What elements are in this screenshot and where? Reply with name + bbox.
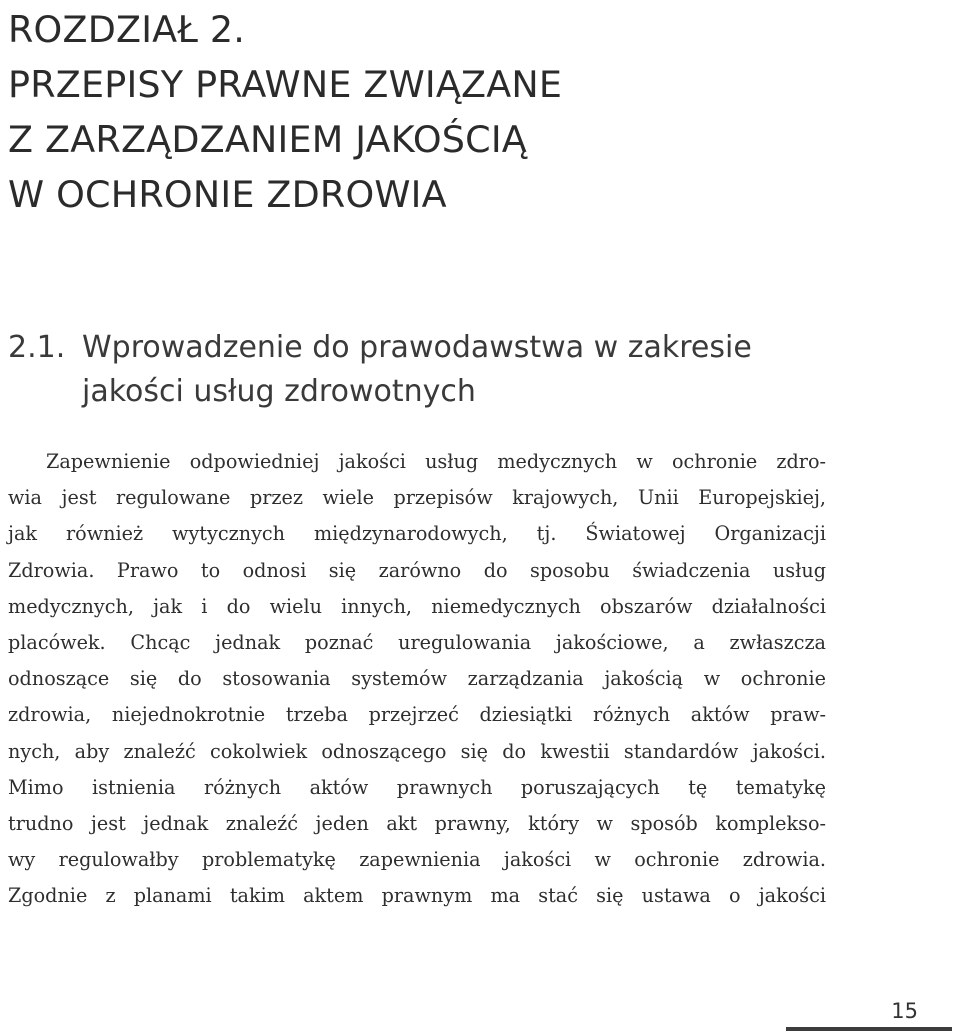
body-line: nych, aby znaleźć cokolwiek odnoszącego się do kwestii standardów jakości. <box>8 739 826 763</box>
body-line: odnoszące się do stosowania systemów zarządzania jakością w ochronie <box>8 667 826 691</box>
body-line: Zapewnienie odpowiedniej jakości usług medycznych w ochronie zdro- <box>46 450 826 473</box>
page-number <box>786 998 952 1024</box>
chapter-title-line-1: ROZDZIAŁ 2. <box>8 8 246 51</box>
section-title-line-1: Wprowadzenie do prawodawstwa w zakresie <box>82 330 752 365</box>
page-number-value: 15 <box>891 999 918 1023</box>
body-line: zdrowia, niejednokrotnie trzeba przejrzeć dziesiątki różnych aktów praw- <box>8 703 826 727</box>
body-line: wia jest regulowane przez wiele przepisów krajowych, Unii Europejskiej, <box>8 486 826 510</box>
body-line: jak również wytycznych międzynarodowych, tj. Światowej Organizacji <box>8 522 826 546</box>
page-number-rule <box>786 1027 952 1031</box>
chapter-title-line-3: Z ZARZĄDZANIEM JAKOŚCIĄ <box>8 118 527 161</box>
body-line: Zgodnie z planami takim aktem prawnym ma stać się ustawa o jakości <box>8 884 826 908</box>
body-paragraph <box>8 444 826 915</box>
body-line: medycznych, jak i do wielu innych, niemedycznych obszarów działalności <box>8 594 826 618</box>
chapter-title-line-4: W OCHRONIE ZDROWIA <box>8 173 447 216</box>
body-line: wy regulowałby problematykę zapewnienia jakości w ochronie zdrowia. <box>8 848 826 872</box>
body-line: Mimo istnienia różnych aktów prawnych poruszających tę tematykę <box>8 775 826 799</box>
chapter-title-line-2: PRZEPISY PRAWNE ZWIĄZANE <box>8 63 563 106</box>
section-title-line-2: jakości usług zdrowotnych <box>82 374 476 409</box>
body-line: Zdrowia. Prawo to odnosi się zarówno do sposobu świadczenia usług <box>8 558 826 582</box>
body-line: trudno jest jednak znaleźć jeden akt prawny, który w sposób komplekso- <box>8 812 826 836</box>
body-line: placówek. Chcąc jednak poznać uregulowania jakościowe, a zwłaszcza <box>8 631 826 655</box>
section-number: 2.1. <box>8 330 66 365</box>
chapter-title <box>8 2 562 222</box>
section-heading <box>8 326 752 414</box>
